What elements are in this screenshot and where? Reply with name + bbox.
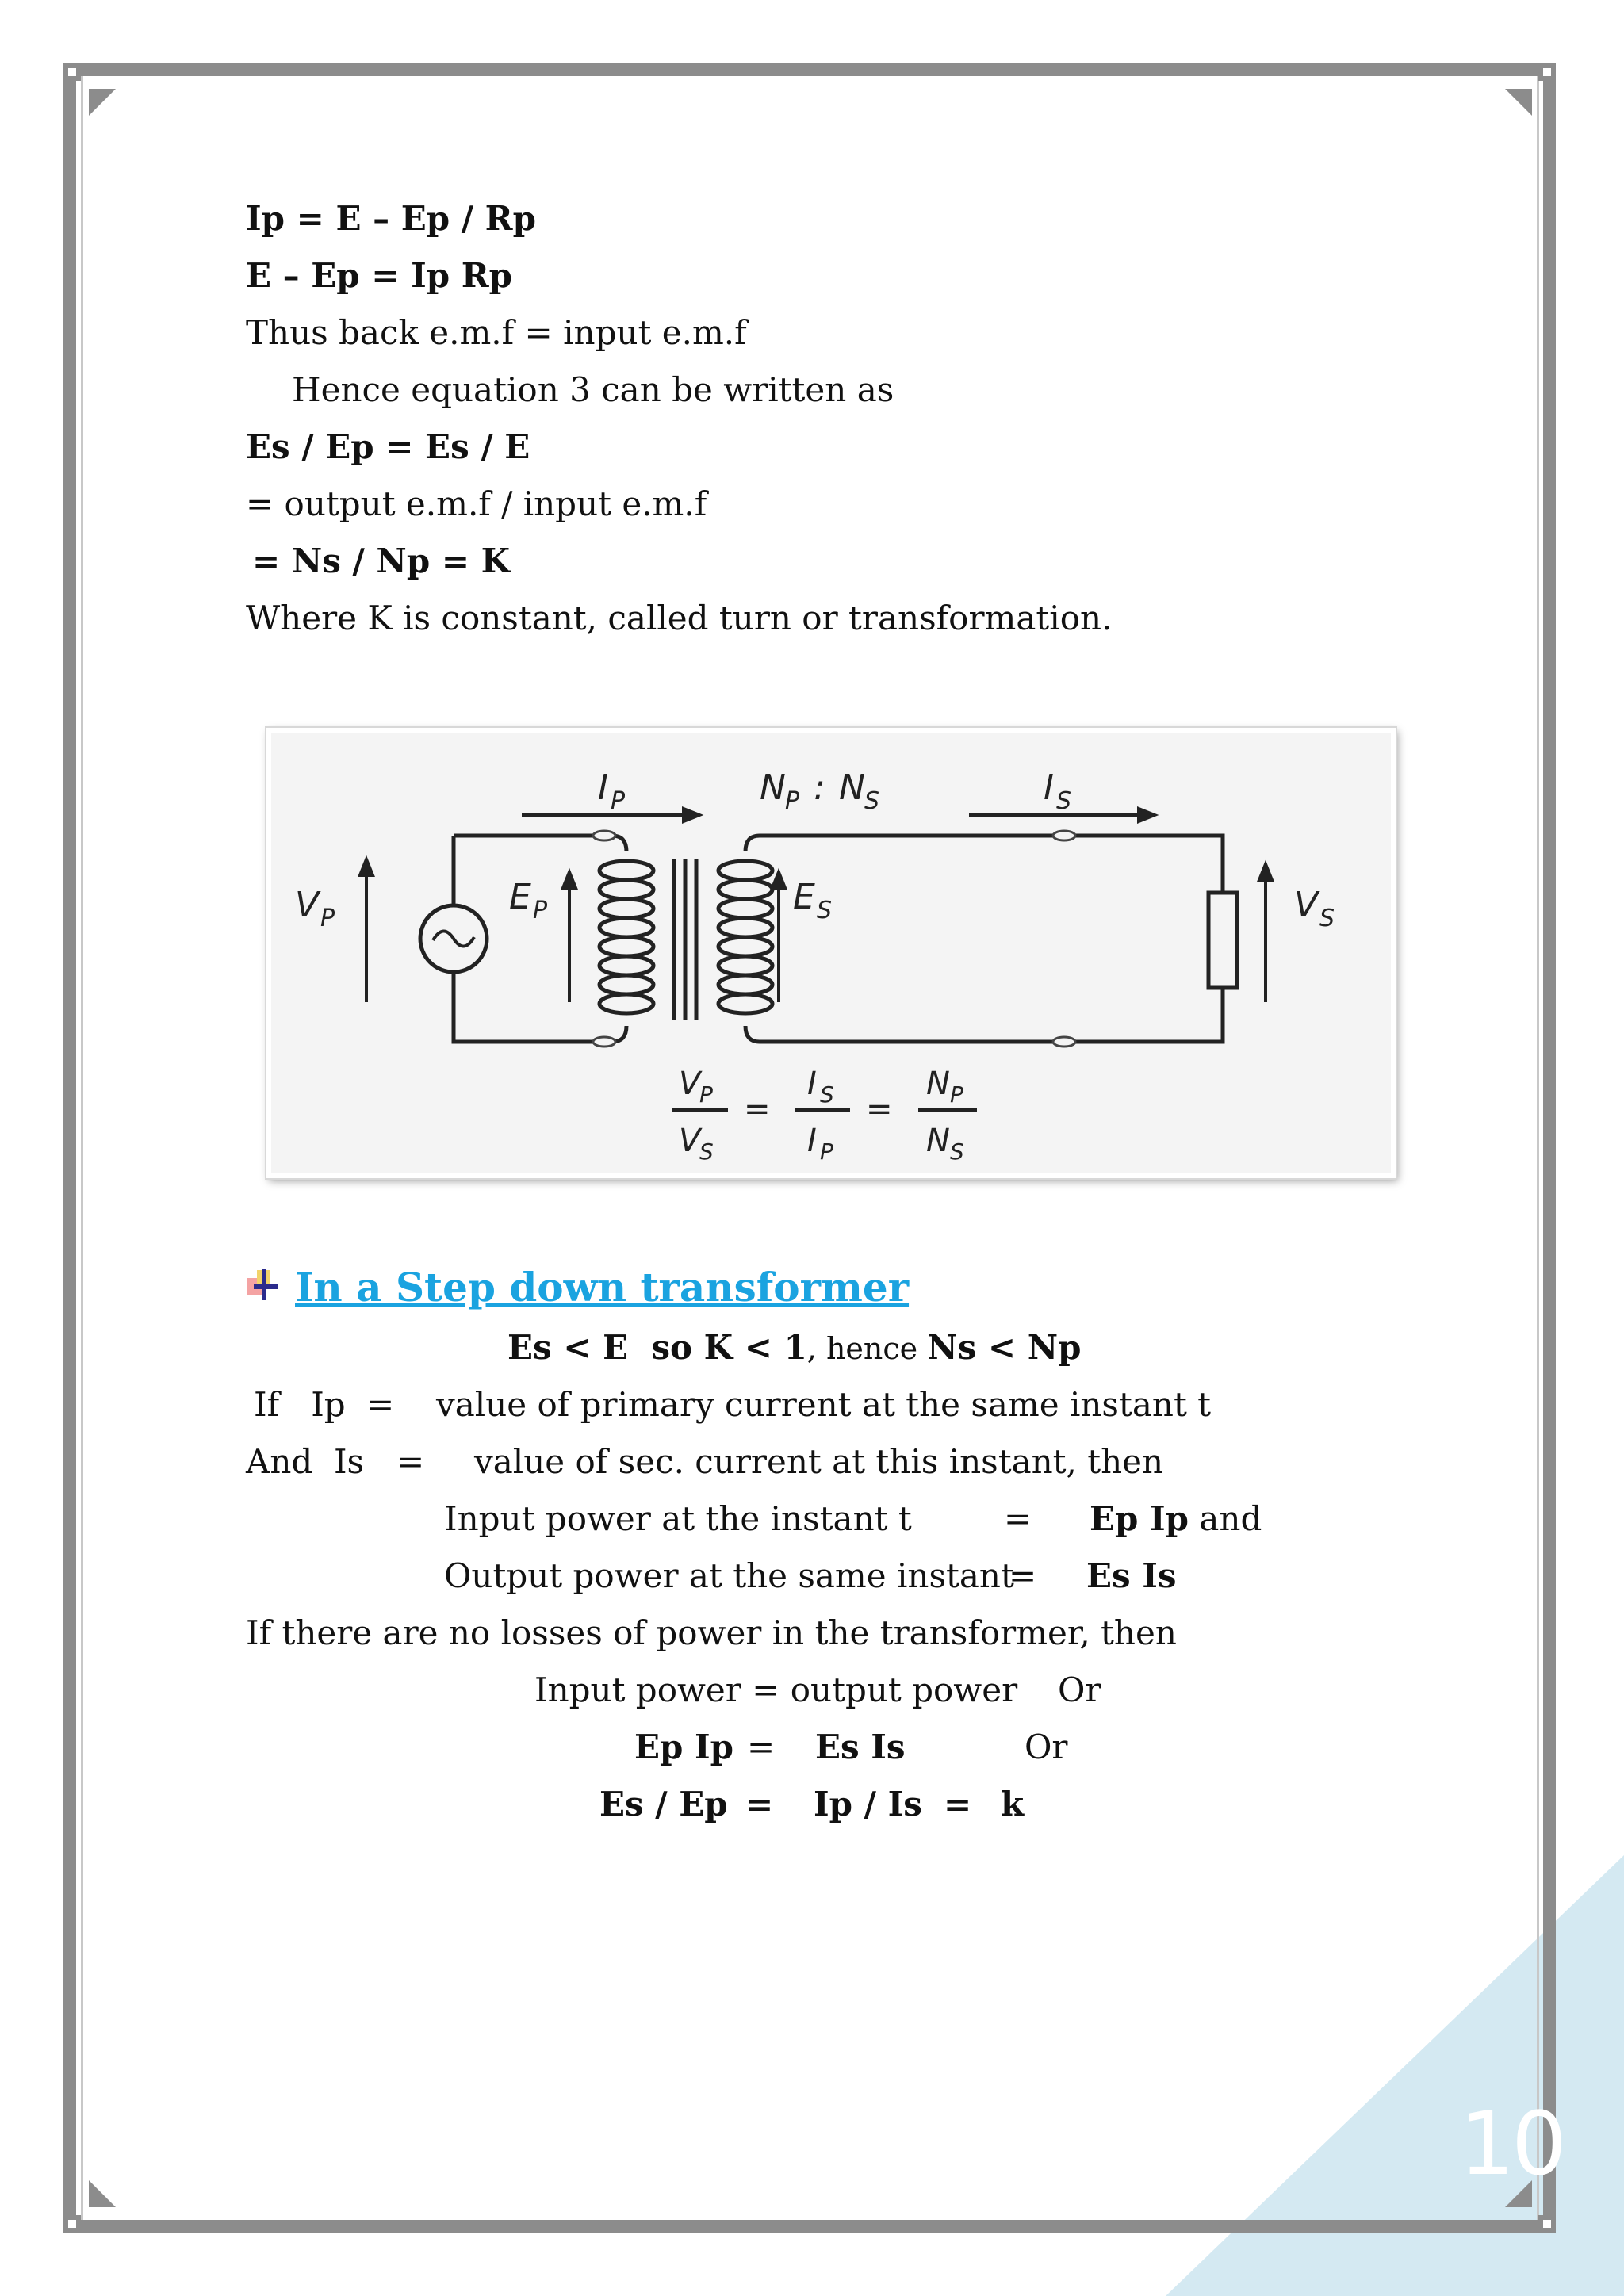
label-ns: N [839, 767, 865, 808]
equation-es-ep: Es / Ep = Es / E [246, 427, 530, 466]
label-ratio-colon: : [814, 767, 825, 808]
label-np: N [760, 767, 786, 808]
equation-or-1: Or [1058, 1670, 1101, 1709]
bullet-icon [246, 1267, 281, 1302]
frame-corner-triangle [89, 89, 116, 116]
equation-ns-np-k: = Ns / Np = K [252, 541, 511, 580]
formula-np-sub: P [950, 1081, 963, 1108]
page-frame-top [63, 63, 1556, 76]
if-ip-equals: = [366, 1385, 395, 1424]
formula-is: I [807, 1066, 817, 1102]
label-is-sub: S [1056, 787, 1072, 815]
label-ep-sub: P [533, 897, 548, 924]
equation-equals-2: = [747, 1728, 776, 1766]
label-ip: I [598, 767, 608, 808]
formula-ns: N [926, 1123, 950, 1159]
page-number: 10 [1459, 2093, 1564, 2195]
formula-vs-sub: S [699, 1138, 714, 1165]
if-ip-label: If Ip [254, 1385, 346, 1424]
text-hence-equation: Hence equation 3 can be written as [292, 370, 894, 409]
frame-corner-triangle [89, 2180, 116, 2207]
formula-vp-sub: P [699, 1081, 713, 1108]
label-ip-sub: P [611, 787, 626, 815]
label-vs-sub: S [1320, 905, 1335, 932]
formula-vp: V [679, 1066, 701, 1102]
equation-ip-over-is: Ip / Is [814, 1785, 922, 1823]
equation-k: k [1001, 1785, 1025, 1823]
formula-ip-sub: P [820, 1138, 833, 1165]
section-heading: In a Step down transformer [295, 1264, 910, 1311]
label-ep: E [509, 877, 531, 917]
equation-e-minus-ep: E – Ep = Ip Rp [246, 256, 512, 295]
label-es: E [793, 877, 815, 917]
condition-part1: Es < E so K < 1 [508, 1328, 807, 1367]
page-frame-inner-left [81, 76, 83, 2220]
equation-or-2: Or [1025, 1728, 1068, 1766]
text-output-input-emf: = output e.m.f / input e.m.f [246, 484, 707, 523]
text-where-k: Where K is constant, called turn or transformation. [246, 599, 1113, 637]
text-no-losses: If there are no losses of power in the transformer, then [246, 1613, 1177, 1652]
formula-ns-sub: S [950, 1138, 964, 1165]
condition-line [508, 1324, 1081, 1372]
equation-ep-ip: Ep Ip [634, 1728, 734, 1766]
page-frame-left [63, 63, 76, 2233]
label-vp: V [295, 885, 320, 925]
and-is-label: And Is [246, 1442, 365, 1481]
label-vs: V [1294, 885, 1319, 925]
equation-equals-3: = [745, 1785, 774, 1823]
frame-corner-square [1538, 63, 1556, 81]
output-power-equals: = [1009, 1556, 1037, 1595]
frame-corner-square [63, 2215, 81, 2233]
page-frame-inner-right [1537, 76, 1539, 2220]
frame-corner-square [1538, 2215, 1556, 2233]
and-is-equals: = [396, 1442, 425, 1481]
if-ip-description: value of primary current at the same instant t [436, 1385, 1212, 1424]
frame-corner-triangle [1505, 89, 1532, 116]
frame-corner-square [63, 63, 81, 81]
page-frame-right [1543, 63, 1556, 2233]
condition-part2: , hence [806, 1331, 928, 1366]
equation-es-over-ep: Es / Ep [599, 1785, 728, 1823]
formula-equals-2: = [866, 1091, 893, 1127]
equation-input-output-power: Input power = output power [534, 1670, 1018, 1709]
formula-ip: I [807, 1123, 817, 1159]
label-ns-sub: S [864, 787, 880, 815]
condition-part3: Ns < Np [927, 1328, 1082, 1367]
output-power-formula: Es Is [1086, 1556, 1177, 1595]
input-power-equals: = [1004, 1499, 1032, 1538]
equation-es-is: Es Is [815, 1728, 906, 1766]
formula-is-sub: S [820, 1081, 834, 1108]
input-power-formula: Ep Ip [1090, 1499, 1189, 1538]
input-power-value [1090, 1495, 1262, 1543]
label-np-sub: P [785, 787, 800, 815]
equation-equals-4: = [944, 1785, 972, 1823]
label-is: I [1044, 767, 1054, 808]
label-vp-sub: P [320, 905, 335, 932]
equation-ip: Ip = E – Ep / Rp [246, 199, 536, 238]
output-power-label: Output power at the same instant [444, 1556, 1014, 1595]
transformer-circuit-svg [271, 733, 1391, 1173]
input-power-label: Input power at the instant t [444, 1499, 912, 1538]
ratio-formula [672, 1066, 977, 1165]
page-frame-bottom [63, 2220, 1556, 2233]
formula-np: N [926, 1066, 950, 1102]
formula-equals-1: = [744, 1091, 771, 1127]
text-back-emf: Thus back e.m.f = input e.m.f [246, 313, 747, 352]
label-es-sub: S [817, 897, 833, 924]
input-power-and: and [1189, 1499, 1262, 1538]
formula-vs: V [679, 1123, 701, 1159]
transformer-diagram [266, 728, 1396, 1178]
and-is-description: value of sec. current at this instant, then [474, 1442, 1164, 1481]
